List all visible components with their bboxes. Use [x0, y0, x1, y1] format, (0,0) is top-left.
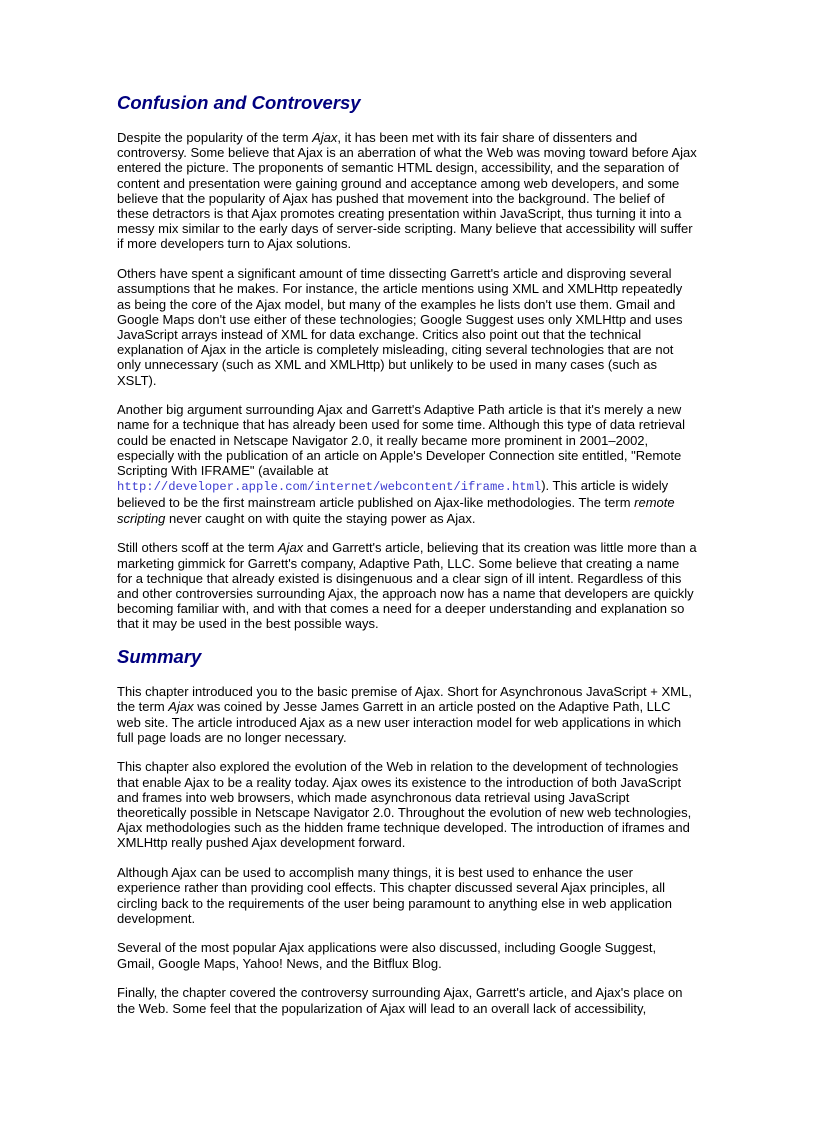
paragraph: Another big argument surrounding Ajax and Garrett's Adaptive Path article is that it's merely a new name for a technique that has already been used for some time. Although this type of data retrieval could be enacted in Netscape Navigator 2.0, it really became more prominent in 2001–2002, especially with the publication of an article on Apple's Developer Connection site entitled, "Remote Scripting With IFRAME" (available at http://developer.apple.com/internet/webcontent/iframe.html). This article is widely believed to be the first mainstream article published on Ajax-like methodologies. The term remote scripting never caught on with quite the staying power as Ajax.	[117, 402, 686, 526]
paragraph: Although Ajax can be used to accomplish many things, it is best used to enhance the user experience rather than providing cool effects. This chapter discussed several Ajax principles, all circling back to the requirements of the user being paramount to anything else in web application development.	[117, 865, 672, 926]
paragraph: Several of the most popular Ajax applications were also discussed, including Google Suggest, Gmail, Google Maps, Yahoo! News, and the Bitflux Blog.	[117, 940, 657, 971]
paragraph: Despite the popularity of the term Ajax, it has been met with its fair share of dissenters and controversy. Some believe that Ajax is an aberration of what the Web was moving toward before Ajax entered the picture. The proponents of semantic HTML design, accessibility, and the separation of content and presentation were gaining ground and acceptance among web developers, and some believe that the popularity of Ajax has pushed that movement into the background. The belief of these detractors is that Ajax promotes creating presentation within JavaScript, thus turning it into a messy mix similar to the early days of server-side scripting. Many believe that accessibility will suffer if more developers turn to Ajax solutions.	[117, 130, 697, 252]
section-heading-confusion: Confusion and Controversy	[117, 92, 361, 113]
apple-article-link[interactable]: http://developer.apple.com/internet/webcontent/iframe.html	[117, 480, 542, 495]
paragraph: Finally, the chapter covered the controversy surrounding Ajax, Garrett's article, and Ajax's place on the Web. Some feel that the popularization of Ajax will lead to an overall lack of accessibility,	[117, 985, 683, 1016]
document-page	[117, 90, 697, 1030]
paragraph: This chapter also explored the evolution of the Web in relation to the development of technologies that enable Ajax to be a reality today. Ajax owes its existence to the introduction of both JavaScript and frames into web browsers, which made asynchronous data retrieval using JavaScript theoretically possible in Netscape Navigator 2.0. Throughout the evolution of new web technologies, Ajax methodologies such as the hidden frame technique developed. The introduction of iframes and XMLHttp really pushed Ajax development forward.	[117, 759, 692, 851]
paragraph: This chapter introduced you to the basic premise of Ajax. Short for Asynchronous JavaScript + XML, the term Ajax was coined by Jesse James Garrett in an article posted on the Adaptive Path, LLC web site. The article introduced Ajax as a new user interaction model for web applications in which full page loads are no longer necessary.	[117, 684, 692, 745]
paragraph: Others have spent a significant amount of time dissecting Garrett's article and disproving several assumptions that he makes. For instance, the article mentions using XML and XMLHttp repeatedly as being the core of the Ajax model, but many of the examples he lists don't use them. Gmail and Google Maps don't use either of these technologies; Google Suggest uses only XMLHttp and uses JavaScript arrays instead of XML for data exchange. Critics also point out that the technical explanation of Ajax in the article is completely misleading, citing several technologies that are not only unnecessary (such as XML and XMLHttp) but unlikely to be used in many cases (such as XSLT).	[117, 266, 683, 388]
paragraph: Still others scoff at the term Ajax and Garrett's article, believing that its creation was little more than a marketing gimmick for Garrett's company, Adaptive Path, LLC. Some believe that creating a name for a technique that already existed is disingenuous and a clear sign of ill intent. Regardless of this and other controversies surrounding Ajax, the approach now has a name that developers are quickly becoming familiar with, and with that comes a need for a deeper understanding and explanation so that it may be used in the best possible ways.	[117, 540, 697, 632]
section-heading-summary: Summary	[117, 646, 202, 668]
